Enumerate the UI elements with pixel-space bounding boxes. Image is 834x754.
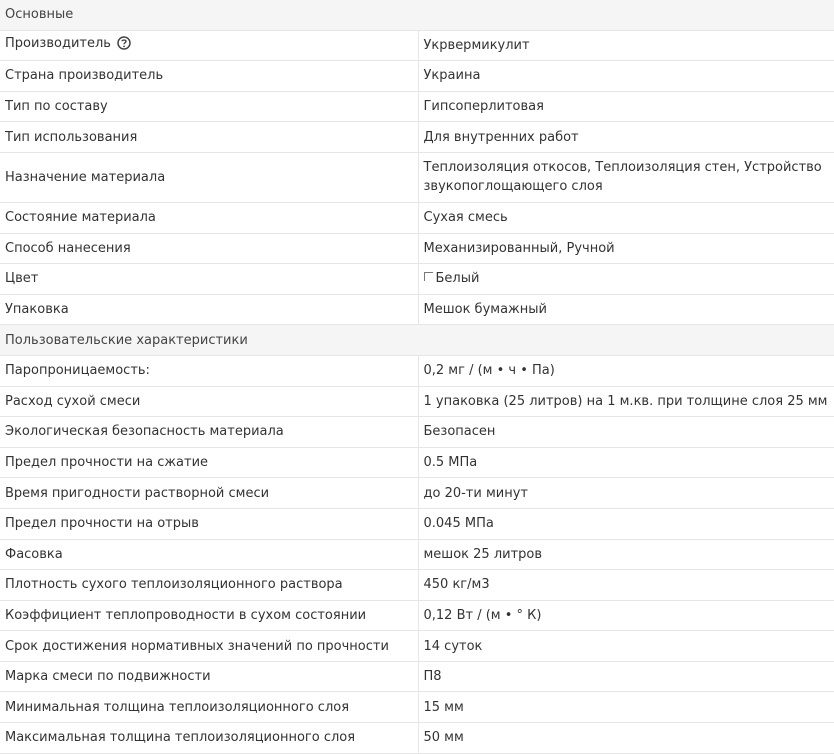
spec-row-color (0, 264, 834, 295)
spec-row-state (0, 202, 834, 233)
color-swatch (424, 272, 433, 281)
section-header-main (0, 0, 834, 30)
spec-row-min-thickness (0, 692, 834, 723)
help-circle-icon[interactable] (117, 36, 131, 56)
spec-label: Предел прочности на сжатие (0, 447, 418, 478)
spec-label: Срок достижения нормативных значений по прочности (0, 631, 418, 662)
spec-label: Экологическая безопасность материала (0, 417, 418, 448)
spec-label: Коэффициент теплопроводности в сухом состоянии (0, 600, 418, 631)
spec-value (418, 264, 834, 295)
spec-value: П8 (418, 661, 834, 692)
spec-row-country (0, 61, 834, 92)
spec-label: Паропроницаемость: (0, 355, 418, 386)
spec-row-pot-life (0, 478, 834, 509)
spec-label: Фасовка (0, 539, 418, 570)
color-value: Белый (435, 271, 480, 287)
section-header-user-characteristics (0, 325, 834, 356)
spec-label: Назначение материала (0, 152, 418, 202)
spec-value: Гипсоперлитовая (418, 91, 834, 122)
spec-row-application-method (0, 233, 834, 264)
spec-row-usage-type (0, 122, 834, 153)
spec-row-composition-type (0, 91, 834, 122)
spec-value: 50 мм (418, 723, 834, 754)
spec-row-purpose (0, 152, 834, 202)
spec-value: 450 кг/м3 (418, 570, 834, 601)
spec-label: Страна производитель (0, 61, 418, 92)
spec-label: Тип использования (0, 122, 418, 153)
spec-value: мешок 25 литров (418, 539, 834, 570)
spec-value: 0.5 МПа (418, 447, 834, 478)
spec-row-manufacturer (0, 30, 834, 61)
spec-row-thermal-conductivity (0, 600, 834, 631)
spec-label: Марка смеси по подвижности (0, 661, 418, 692)
spec-row-strength-time (0, 631, 834, 662)
spec-value: Для внутренних работ (418, 122, 834, 153)
spec-row-dry-mix-consumption (0, 386, 834, 417)
spec-label: Упаковка (0, 294, 418, 325)
spec-label: Производитель (0, 30, 418, 61)
spec-value: 1 упаковка (25 литров) на 1 м.кв. при толщине слоя 25 мм (418, 386, 834, 417)
spec-label: Расход сухой смеси (0, 386, 418, 417)
spec-value: до 20-ти минут (418, 478, 834, 509)
spec-row-vapor-permeability (0, 355, 834, 386)
spec-label: Максимальная толщина теплоизоляционного слоя (0, 723, 418, 754)
spec-value: 0,2 мг / (м • ч • Па) (418, 355, 834, 386)
spec-row-max-thickness (0, 723, 834, 754)
spec-label: Минимальная толщина теплоизоляционного слоя (0, 692, 418, 723)
spec-value: 0.045 МПа (418, 508, 834, 539)
spec-row-packaging (0, 294, 834, 325)
spec-row-eco-safety (0, 417, 834, 448)
spec-label: Время пригодности растворной смеси (0, 478, 418, 509)
spec-value: Механизированный, Ручной (418, 233, 834, 264)
spec-row-tensile-strength (0, 508, 834, 539)
spec-label: Плотность сухого теплоизоляционного раствора (0, 570, 418, 601)
section-title: Основные (0, 0, 834, 30)
spec-value: Безопасен (418, 417, 834, 448)
spec-value: Мешок бумажный (418, 294, 834, 325)
spec-value: 14 суток (418, 631, 834, 662)
spec-row-compressive-strength (0, 447, 834, 478)
spec-value: Укрвермикулит (418, 30, 834, 61)
spec-label: Состояние материала (0, 202, 418, 233)
spec-row-mobility-grade (0, 661, 834, 692)
spec-row-package-size (0, 539, 834, 570)
spec-value: Сухая смесь (418, 202, 834, 233)
spec-label: Тип по составу (0, 91, 418, 122)
spec-label: Цвет (0, 264, 418, 295)
spec-value: 0,12 Вт / (м • ° К) (418, 600, 834, 631)
spec-label: Предел прочности на отрыв (0, 508, 418, 539)
spec-row-density (0, 570, 834, 601)
section-title: Пользовательские характеристики (0, 325, 834, 356)
spec-label: Способ нанесения (0, 233, 418, 264)
spec-value: 15 мм (418, 692, 834, 723)
spec-value: Теплоизоляция откосов, Теплоизоляция стен, Устройство звукопоглощающего слоя (418, 152, 834, 202)
spec-value: Украина (418, 61, 834, 92)
